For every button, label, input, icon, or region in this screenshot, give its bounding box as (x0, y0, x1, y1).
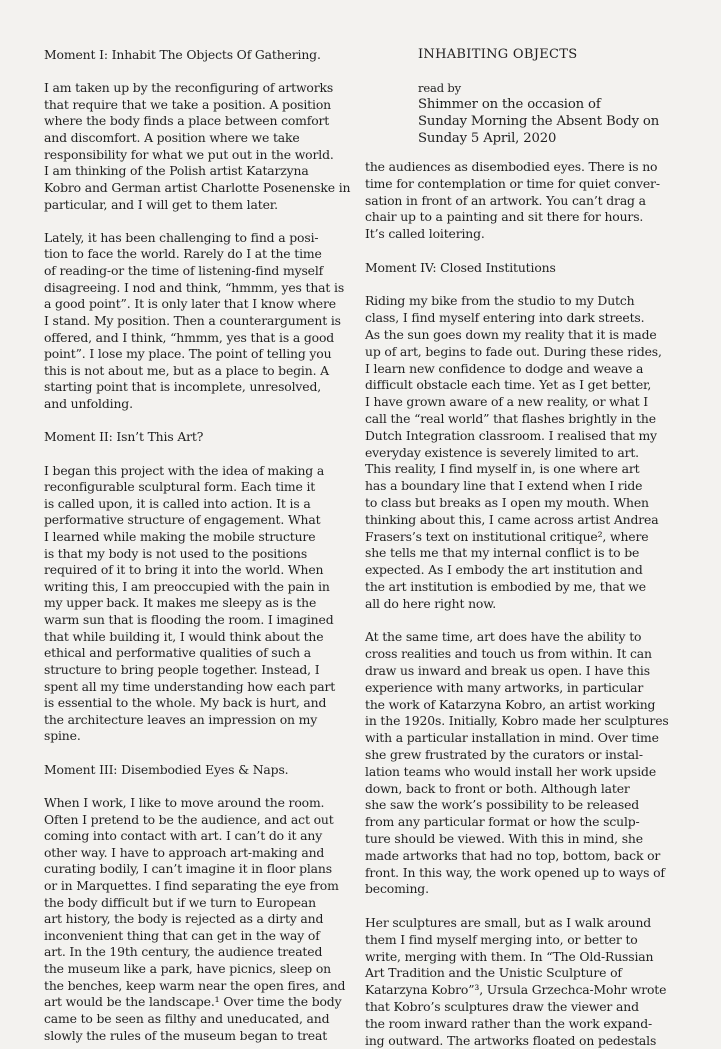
left-text-line: this is not about me, but as a place to begin. A (44, 362, 329, 378)
occasion-line-1: Shimmer on the occasion of (418, 97, 601, 112)
left-text-line: structure to bring people together. Instead, I (44, 661, 320, 677)
right-text-line: class, I find myself entering into dark streets. (365, 310, 645, 326)
left-text-line: a good point”. It is only later that I know where (44, 296, 336, 312)
right-text-line: I learn new confidence to dodge and weave a (365, 360, 644, 376)
left-text-line: the body difficult but if we turn to European (44, 894, 316, 910)
right-text-line: made artworks that had no top, bottom, back or (365, 847, 661, 863)
left-text-line: my upper back. It makes me sleepy as is the (44, 595, 317, 611)
left-text-line: I am taken up by the reconfiguring of artworks (44, 80, 334, 96)
right-text-line: the art institution is embodied by me, that we (365, 579, 646, 594)
left-text-line: is that my body is not used to the positions (44, 545, 308, 561)
left-text-line: slowly the rules of the museum began to treat (44, 1027, 328, 1043)
left-text-line: I learned while making the mobile structure (44, 528, 316, 544)
left-text-line: tion to face the world. Rarely do I at the time (44, 246, 322, 262)
right-text-line: At the same time, art does have the ability to (365, 629, 642, 645)
left-text-line: and discomfort. A position where we take (44, 130, 300, 146)
right-text-line: experience with many artworks, in particular (365, 679, 644, 695)
right-text-line: I have grown aware of a new reality, or what I (365, 394, 649, 410)
left-text-line: Moment III: Disembodied Eyes & Naps. (44, 761, 289, 777)
right-text-line: everyday existence is severely limited to art. (365, 444, 639, 460)
left-text-line: curating bodily, I can’t imagine it in floor plans (44, 861, 332, 877)
left-text-line: spent all my time understanding how each part (44, 678, 336, 694)
left-text-line: particular, and I will get to them later. (44, 196, 278, 212)
left-text-line: or in Marquettes. I find separating the eye from (44, 878, 339, 893)
right-text-line: has a boundary line that I extend when I ride (365, 478, 643, 494)
right-text-line: time for contemplation or time for quiet conver- (365, 175, 660, 191)
right-text-line: Art Tradition and the Unistic Sculpture of (365, 965, 622, 981)
right-text-line: all do here right now. (365, 595, 497, 611)
left-text-line: spine. (44, 728, 81, 744)
left-text-line: warm sun that is flooding the room. I imagined (44, 612, 334, 628)
right-text-line: ture should be viewed. With this in mind, she (365, 831, 643, 846)
right-text-line: Frasers’s text on institutional critique², where (365, 528, 649, 544)
right-text-line: It’s called loitering. (365, 226, 485, 242)
left-text-line: I stand. My position. Then a counterargument is (44, 312, 341, 328)
right-text-line: the work of Katarzyna Kobro, an artist working (365, 696, 656, 712)
left-text-line: writing this, I am preoccupied with the pain in (44, 578, 330, 594)
read-by-label: read by (418, 81, 461, 95)
right-text-line: write, merging with them. In “The Old-Russian (365, 948, 654, 964)
right-text-line: with a particular installation in mind. Over time (365, 730, 659, 746)
left-text-line: the architecture leaves an impression on my (44, 711, 318, 727)
document-title: INHABITING OBJECTS (418, 47, 578, 62)
right-text-line: As the sun goes down my reality that it is made (365, 327, 657, 342)
right-text-line: Riding my bike from the studio to my Dutch (365, 293, 635, 309)
left-text-line: offered, and I think, “hmmm, yes that is a good (44, 329, 335, 345)
left-text-line: starting point that is incomplete, unresolved, (44, 379, 322, 395)
left-text-line: other way. I have to approach art-making and (44, 844, 325, 860)
left-text-line: that require that we take a position. A position (44, 96, 331, 112)
right-text-line: sation in front of an artwork. You can’t drag a (365, 192, 646, 208)
right-text-line: cross realities and touch us from within. It can (365, 646, 652, 662)
left-text-line: responsibility for what we put out in the world. (44, 146, 334, 162)
right-text-line: the audiences as disembodied eyes. There is no (365, 159, 658, 174)
right-text-line: Dutch Integration classroom. I realised that my (365, 427, 657, 443)
left-text-line: reconfigurable sculptural form. Each time it (44, 479, 316, 495)
left-text-line: of reading-or the time of listening-find myself (44, 263, 324, 279)
right-text-line: lation teams who would install her work upside (365, 763, 657, 779)
right-text-line: them I find myself merging into, or better to (365, 931, 638, 947)
right-text-line: chair up to a painting and sit there for hours. (365, 209, 644, 225)
right-text-line: thinking about this, I came across artist Andrea (365, 511, 659, 527)
right-text-line: Moment IV: Closed Institutions (365, 259, 556, 275)
left-text-line: the benches, keep warm near the open fires, and (44, 977, 346, 993)
left-text-line: inconvenient thing that can get in the way of (44, 927, 320, 943)
left-text-line: I am thinking of the Polish artist Katarzyna (44, 163, 309, 179)
left-text-line: is essential to the whole. My back is hurt, and (44, 695, 327, 711)
left-text-line: the museum like a park, have picnics, sleep on (44, 961, 331, 977)
left-text-line: Lately, it has been challenging to find a posi- (44, 229, 319, 245)
right-text-line: expected. As I embody the art institution and (365, 562, 643, 578)
right-text-line: Katarzyna Kobro”³, Ursula Grzechca-Mohr wrote (365, 982, 667, 998)
occasion-line-2: Sunday Morning the Absent Body on (418, 114, 660, 129)
right-text-line: up of art, begins to fade out. During these rides, (365, 343, 662, 359)
right-text-line: front. In this way, the work opened up to ways of (365, 864, 665, 880)
occasion-line-3: Sunday 5 April, 2020 (418, 131, 557, 146)
right-text-line: down, back to front or both. Although later (365, 780, 630, 796)
right-text-line: to class but breaks as I open my mouth. When (365, 495, 649, 510)
left-text-line: point”. I lose my place. The point of telling you (44, 346, 332, 362)
right-text-line: she saw the work’s possibility to be released (365, 797, 640, 813)
right-text-line: the room inward rather than the work expand- (365, 1015, 653, 1031)
right-text-line: difficult obstacle each time. Yet as I get better, (365, 377, 652, 393)
left-text-line: came to be seen as filthy and uneducated, and (44, 1010, 330, 1026)
left-text-line: I began this project with the idea of making a (44, 462, 325, 478)
left-text-line: Often I pretend to be the audience, and act out (44, 811, 334, 827)
left-text-line: Moment II: Isn’t This Art? (44, 429, 204, 445)
right-text-line: draw us inward and break us open. I have this (365, 663, 650, 678)
right-text-line: This reality, I find myself in, is one where art (365, 461, 640, 477)
right-text-line: call the “real world” that flashes brightly in the (365, 411, 656, 426)
left-text-line: art history, the body is rejected as a dirty and (44, 911, 324, 927)
left-text-line: coming into contact with art. I can’t do it any (44, 828, 323, 844)
left-text-line: art would be the landscape.¹ Over time the body (44, 994, 342, 1010)
left-text-line: When I work, I like to move around the room. (44, 794, 325, 810)
right-text-line: in the 1920s. Initially, Kobro made her sculptures (365, 713, 669, 729)
right-text-line: she grew frustrated by the curators or instal- (365, 747, 643, 762)
right-text-line: Her sculptures are small, but as I walk around (365, 915, 652, 930)
right-text-line: she tells me that my internal conflict is to be (365, 545, 640, 561)
left-text-line: disagreeing. I nod and think, “hmmm, yes that is (44, 279, 345, 295)
right-text-line: ing outward. The artworks floated on pedestals (365, 1032, 657, 1048)
left-text-line: Kobro and German artist Charlotte Posenenske in (44, 179, 351, 195)
right-text-line: that Kobro’s sculptures draw the viewer and (365, 999, 639, 1014)
left-text-line: required of it to bring it into the world. When (44, 562, 324, 578)
right-text-line: becoming. (365, 881, 429, 897)
left-text-line: Moment I: Inhabit The Objects Of Gathering. (44, 47, 321, 62)
left-text-line: where the body finds a place between comfort (44, 113, 330, 129)
right-text-line: from any particular format or how the sculp- (365, 814, 640, 830)
left-text-line: that while building it, I would think about the (44, 628, 324, 644)
left-text-line: and unfolding. (44, 396, 133, 412)
left-text-line: is called upon, it is called into action. It is a (44, 495, 311, 511)
left-text-line: ethical and performative qualities of such a (44, 645, 311, 661)
left-text-line: performative structure of engagement. What (44, 512, 321, 528)
left-text-line: art. In the 19th century, the audience treated (44, 944, 323, 960)
